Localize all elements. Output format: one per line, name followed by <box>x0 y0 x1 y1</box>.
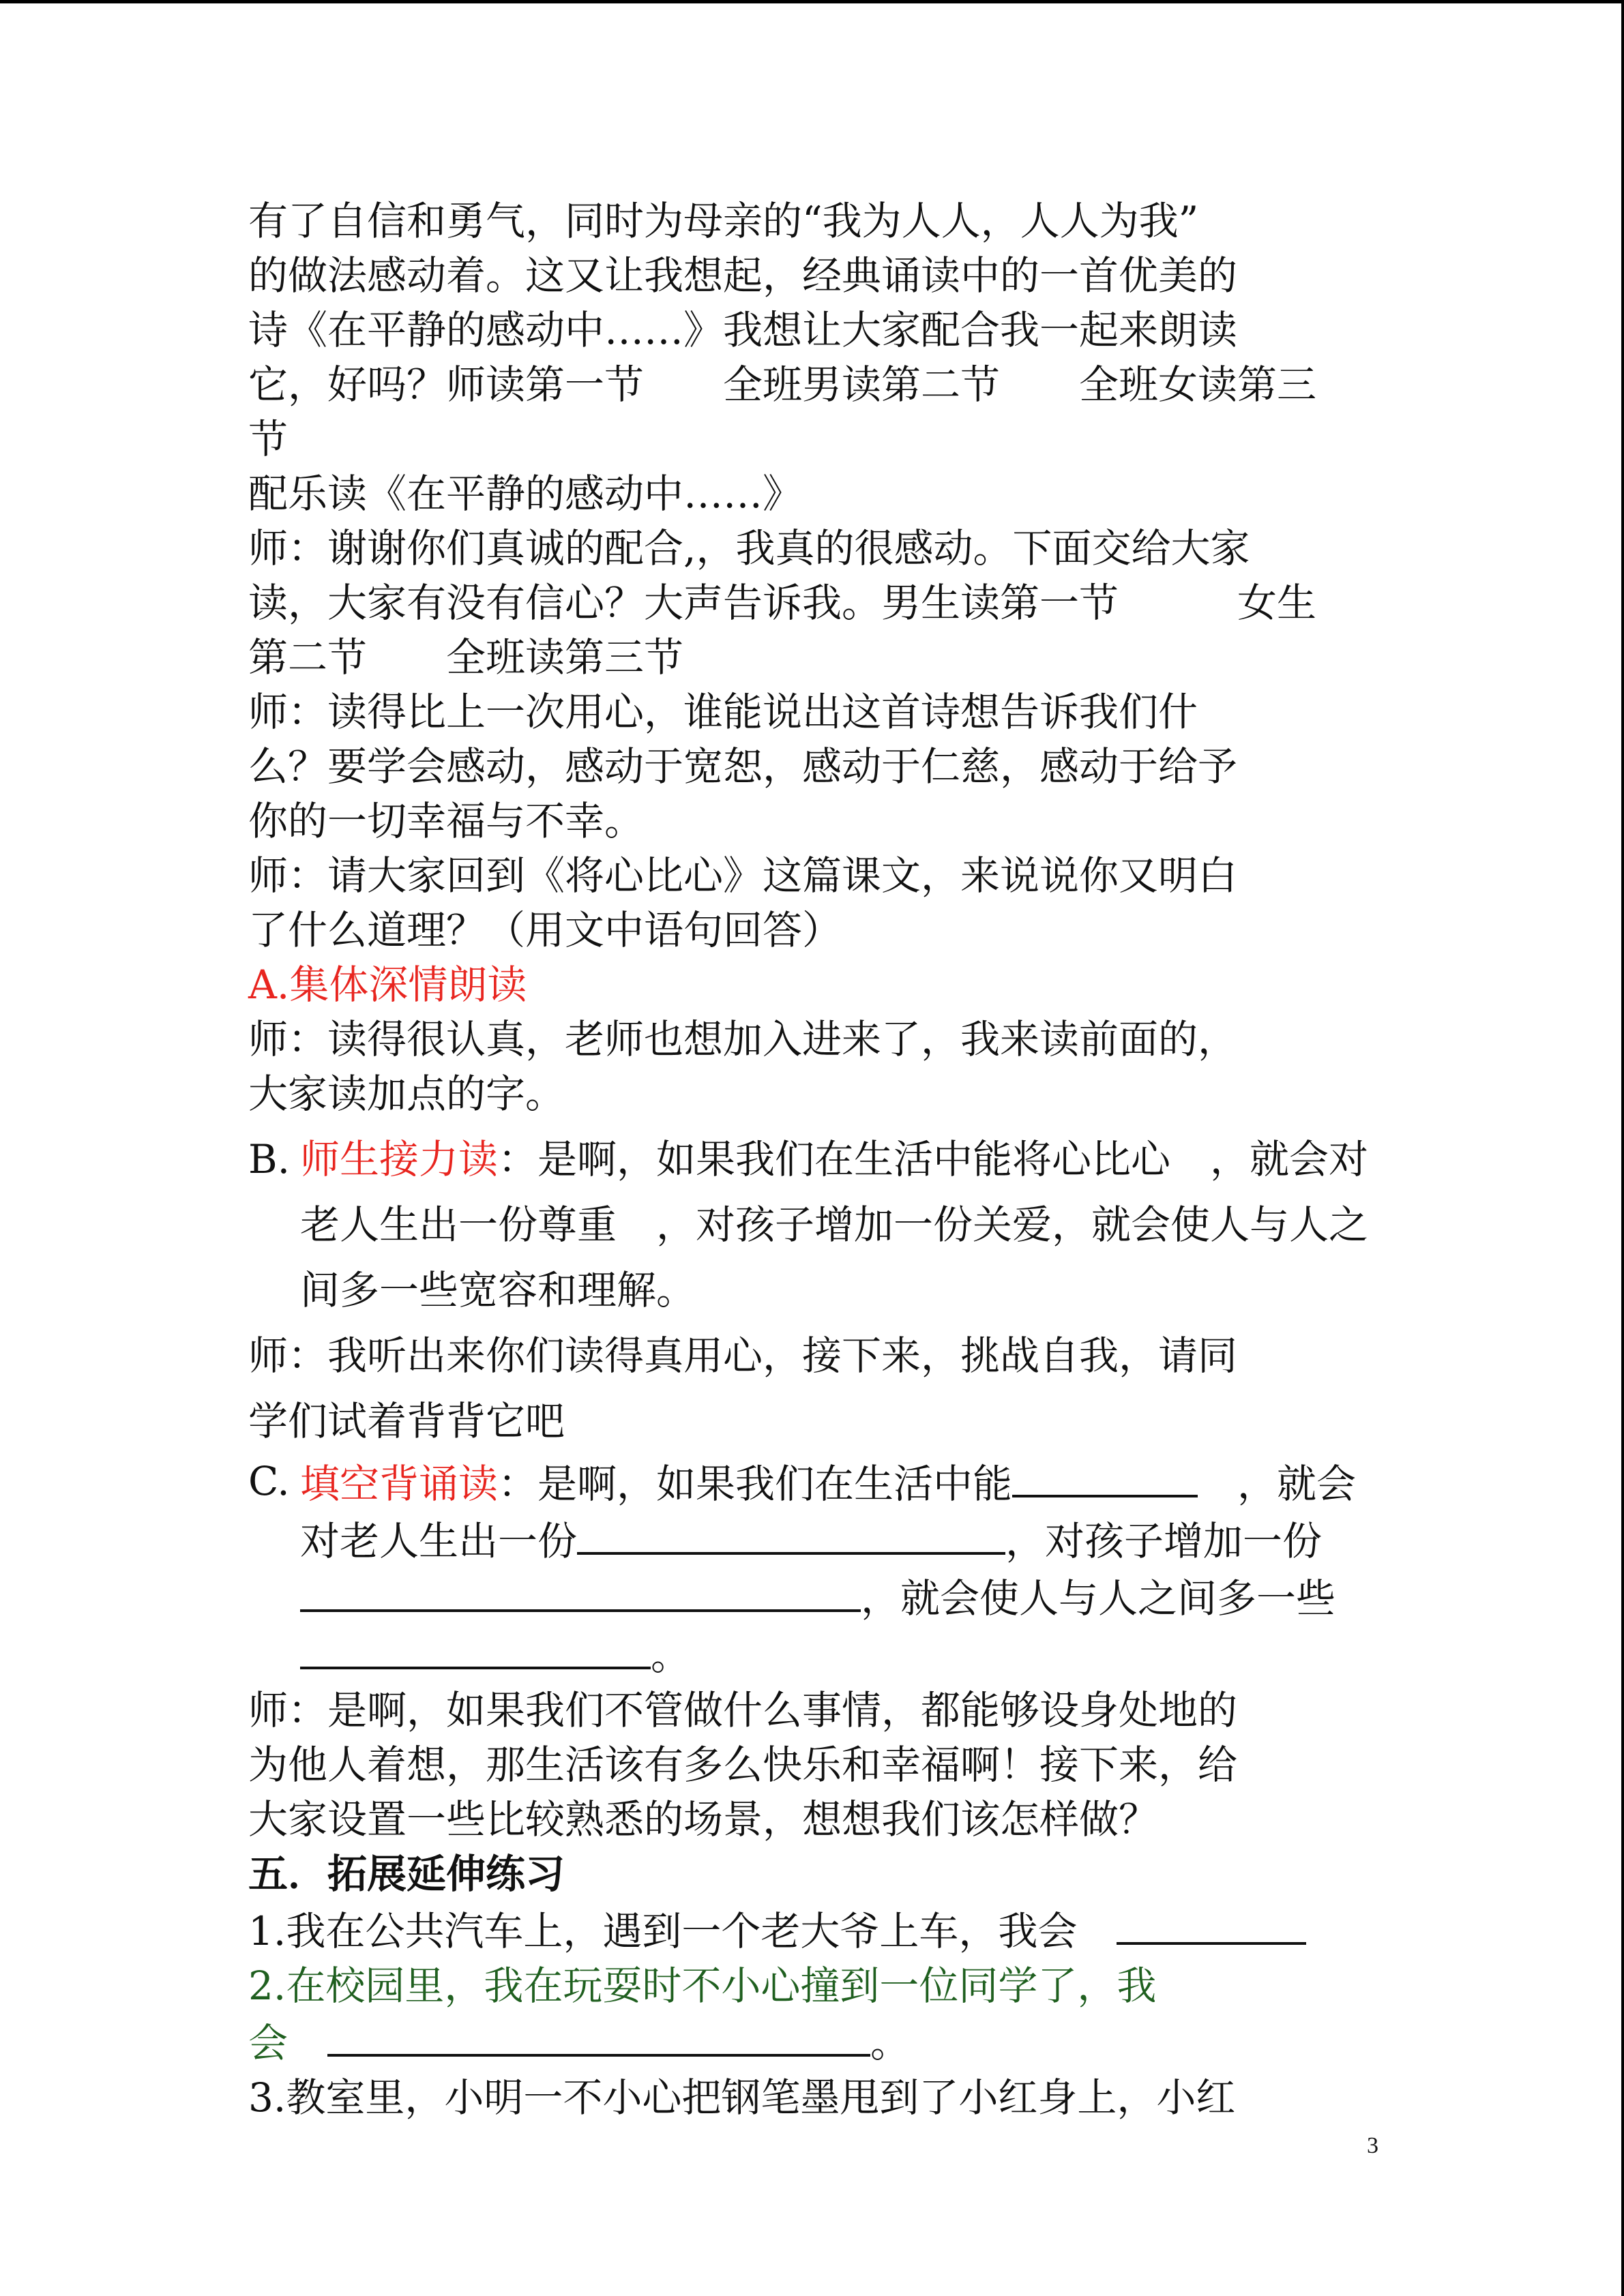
body-line: 你的一切幸福与不幸。 <box>248 798 645 844</box>
exercise-text: 1.我在公共汽车上，遇到一个老大爷上车，我会 <box>248 1908 1078 1954</box>
body-line: 节 <box>248 416 289 462</box>
body-line: 师：我听出来你们读得真用心，接下来，挑战自我，请同 <box>248 1332 1238 1379</box>
body-line: 大家读加点的字。 <box>248 1071 565 1117</box>
body-line: 它，好吗？师读第一节 全班男读第二节 全班女读第三 <box>248 361 1317 408</box>
section-heading: 五．拓展延伸练习 <box>248 1851 565 1897</box>
fill-blank[interactable] <box>327 2013 870 2057</box>
body-line: 有了自信和勇气，同时为母亲的“我为人人，人人为我” <box>248 198 1199 244</box>
section-c-text: ，就会对老人生出一份 <box>300 1461 1357 1564</box>
fill-blank[interactable] <box>300 1626 651 1669</box>
section-b-text: ：是啊，如果我们在生活中能将心比心 ，就会对老人生出一份尊重 ，对孩子增加一份关爱，就会使人与人之间多一些宽容和理解。 <box>300 1136 1369 1313</box>
body-line: 读，大家有没有信心？大声告诉我。男生读第一节 女生 <box>248 580 1317 626</box>
body-line: 么？要学会感动，感动于宽恕，感动于仁慈，感动于给予 <box>248 743 1238 790</box>
section-c-text: ，对孩子增加一份 <box>1005 1518 1323 1564</box>
body-line: 师：请大家回到《将心比心》这篇课文，来说说你又明白 <box>248 852 1238 899</box>
body-line: 配乐读《在平静的感动中……》 <box>248 471 803 517</box>
right-border <box>1621 0 1624 2296</box>
section-c-mark: C. <box>248 1458 290 1504</box>
document-body <box>248 194 1381 2125</box>
section-b-label: 师生接力读 <box>300 1136 499 1182</box>
section-c-text: 。 <box>651 1632 691 1679</box>
body-line: 的做法感动着。这又让我想起，经典诵读中的一首优美的 <box>248 252 1238 299</box>
body-line: 大家设置一些比较熟悉的场景，想想我们该怎样做？ <box>248 1796 1159 1843</box>
exercise-text: 会 <box>248 2020 289 2066</box>
body-line: 师：谢谢你们真诚的配合,，我真的很感动。下面交给大家 <box>248 525 1250 571</box>
body-line: 诗《在平静的感动中……》我想让大家配合我一起来朗读 <box>248 307 1238 353</box>
body-line: 师：读得很认真，老师也想加入进来了，我来读前面的， <box>248 1016 1238 1062</box>
section-c-text: ，就会使人与人之间多一些 <box>861 1575 1336 1622</box>
section-c <box>248 1454 1381 1683</box>
exercise-item: 3.教室里，小明一不小心把钢笔墨甩到了小红身上，小红 <box>248 2074 1236 2121</box>
section-b <box>248 1127 1381 1323</box>
exercise-text: 。 <box>870 2020 911 2066</box>
fill-blank[interactable] <box>1012 1454 1198 1497</box>
exercise-item: 2.在校园里，我在玩耍时不小心撞到一位同学了，我 <box>248 1963 1157 2009</box>
section-a-heading: A.集体深情朗读 <box>248 961 527 1008</box>
body-line: 师：是啊，如果我们不管做什么事情，都能够设身处地的 <box>248 1687 1238 1733</box>
fill-blank[interactable] <box>577 1511 1005 1555</box>
body-line: 师：读得比上一次用心，谁能说出这首诗想告诉我们什 <box>248 689 1198 735</box>
body-line: 为他人着想，那生活该有多么快乐和幸福啊！接下来，给 <box>248 1742 1238 1788</box>
fill-blank[interactable] <box>1117 1901 1306 1945</box>
body-line: 第二节 全班读第三节 <box>248 634 684 681</box>
section-b-mark: B. <box>248 1136 291 1182</box>
fill-blank[interactable] <box>300 1568 861 1612</box>
exercise-item <box>248 2013 1381 2070</box>
exercise-item <box>248 1901 1381 1958</box>
top-border <box>0 0 1624 3</box>
section-c-label: 填空背诵读 <box>300 1461 499 1507</box>
page-number: 3 <box>1367 2133 1378 2158</box>
section-c-text: ：是啊，如果我们在生活中能 <box>498 1461 1013 1507</box>
body-line: 学们试着背背它吧 <box>248 1398 565 1444</box>
body-line: 了什么道理？（用文中语句回答） <box>248 907 842 953</box>
